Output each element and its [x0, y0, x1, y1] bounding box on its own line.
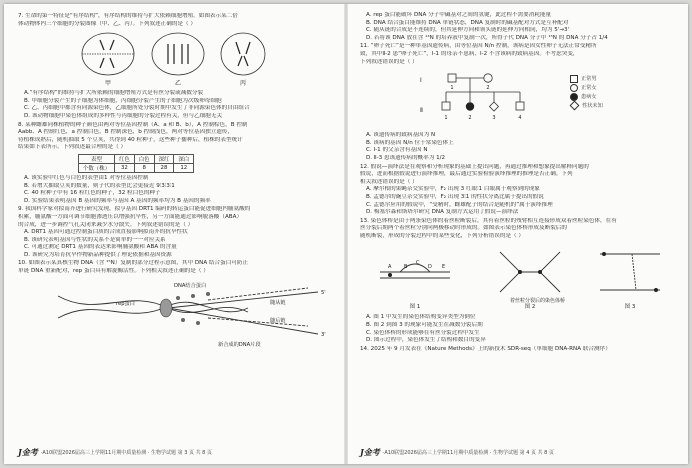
question-stem: 14. 2025 年 9 月发表在《Nature Methods》上的新技术 SDR-seq（单细胞 DNA-RNA 联合测序） — [360, 345, 611, 352]
footer — [360, 447, 678, 458]
pedigree-num-II3: 3 — [492, 115, 496, 122]
table-cell: 32 — [114, 163, 134, 172]
question-stem: 12. 假说—演绎法是在观察和分析现象的基础上提出问题，再通过推理和想象提出解释问题的 — [360, 163, 589, 170]
fig13-letter-a: A — [388, 264, 392, 271]
answer-option: A. 图 1 中发生的染色体结构变异类型为倒位 — [366, 314, 476, 321]
table-cell: 个数（株） — [79, 163, 115, 172]
text-line: 待植株成熟后，随机抽取 5 个豆荚，共得到 40 粒种子，这些种子播种后，植株的表型统计 — [18, 136, 243, 143]
text-line: 相关叙述错误的是（ ） — [360, 178, 418, 185]
pedigree-num-II2: 2 — [468, 115, 472, 122]
fig10-new-label: 新合成的DNA片段 — [218, 341, 261, 348]
answer-option: C. 乙、丙细胞中都含有同源染色体，乙细胞所处分裂时期中发生了非同源染色体的自由组合 — [24, 105, 250, 112]
legend-unknown: 性状未知 — [582, 103, 603, 110]
text-line: 假说，进而根据假说进行演绎推理，最后通过实验检验演绎推理的推理是否正确。下列 — [360, 171, 573, 178]
dna-replication-figure — [18, 278, 336, 358]
legend-affected-female: 患病女 — [581, 94, 597, 101]
footer-text: ·A10联盟2026届高三上学期11月期中质量检测 · 生物学试题 第 4 页 共 8 页 — [382, 450, 554, 456]
unknown-icon — [570, 101, 580, 111]
pedigree-gen-2: Ⅱ — [420, 107, 423, 115]
chromosome-bridge-figure — [360, 242, 678, 312]
normal-female-icon — [570, 84, 578, 92]
question-stem: 7. 生命的第一特征是“有序结构”，有序结构的维持与扩大依赖细胞增殖。如图表示某二倍 — [18, 13, 238, 19]
question-stem: 11. “卵子死亡”是一种单基因遗传病，由等位基因 N/n 控制，该病是因女性卵子无法正常受精所 — [360, 43, 597, 50]
brand-logo: J金考 — [18, 447, 38, 457]
answer-option: B. 甲细胞分裂产生的子细胞为体细胞，丙细胞分裂产生的子细胞为次级卵母细胞 — [24, 97, 222, 104]
answer-option: A. DRT1 基因可通过控制蛋白质的合成直接影响拟南芥的抗旱性状 — [24, 229, 188, 236]
pedigree-num-II1: 1 — [444, 115, 448, 122]
answer-option: B. 图 2 到图 3 的现象可能发生在减数分裂后期 — [366, 322, 483, 329]
answer-option: A. 摩尔根的果蝇杂交实验中，F₂ 出现 3 红眼∶1 白眼属于观察到的现象 — [366, 186, 540, 193]
text-block — [18, 90, 336, 152]
seed-phenotype-table — [78, 154, 194, 173]
answer-option: D. 该研究为培育抗旱作物新品种提供了理论依据和基因资源 — [24, 251, 172, 258]
answer-option: D. Ⅱ-3 患该遗传病的概率为 1/2 — [366, 154, 446, 161]
text-line: 单链 DNA 重新配对，rep 蛋白具有解旋酶活性。下列相关叙述正确的是（ ） — [18, 268, 209, 275]
answer-option: B. 孟德尔的豌豆杂交实验中，F₂ 出现 3∶1 的性状分离比属于提出的假说 — [366, 193, 544, 200]
answer-option: D. 若将该 DNA 放在含 ¹⁴N 的培养液中复制一次，所得子代 DNA 分子中 ¹⁵N 的 DNA 分子占 1/4 — [366, 34, 608, 41]
pedigree-gen-1: Ⅰ — [420, 77, 422, 85]
text-line: Aabb、A 控制红色，a 控制白色，B 控制深色，b 控制浅色，两对等位基因独立遗传， — [18, 129, 234, 136]
table-row — [79, 154, 194, 163]
table-cell: 8 — [134, 163, 154, 172]
answer-option: B. 该研究表明基因与性状的关系不是简单的一一对应关系 — [24, 236, 166, 243]
pedigree-chart — [360, 68, 678, 130]
answer-option: A. rep 蛋白能破坏 DNA 分子中碱基对之间的氢键，此过程不需要消耗能量 — [366, 12, 552, 18]
text-line: 致，其中Ⅱ-2 患“卵子死亡”，Ⅰ-1 的母亲不患病，Ⅰ-2 不含该病的致病基因。不考虑突变， — [360, 50, 579, 57]
figure-q11 — [360, 68, 678, 130]
pedigree-num-II4: 4 — [518, 115, 522, 122]
fig13-letter-b: B — [404, 264, 408, 271]
table-cell: 12 — [174, 163, 194, 172]
fig13-caption-2: 图 2 — [524, 304, 536, 311]
answer-option: C. 可通过测定 DRT1 基因的表达来影响脯氨酸和 ABA 的含量 — [24, 244, 177, 251]
question-stem: 13. 染色体桥是由于两条染色体的着丝粒断裂后，其有着丝粒的残臂相互连接形成双着丝粒染色体，在有 — [360, 217, 617, 224]
answer-option: C. 孟德尔应用的假说中，“受精时，雌雄配子的结合是随机的”属于演绎推理 — [366, 201, 553, 208]
question-stem: 9. 我国科学家对拟南芥进行研究发现，拟亨基因 DRT1 编码的转运蛋白能促进细胞内脯氨酸的 — [18, 206, 251, 213]
question-stem: 10. 如图表示某真核生物 DNA（含 ¹⁵N）复制的部分过程示意图，其中 DNA 结合蛋白可防止 — [18, 260, 249, 267]
legend-normal-female: 正常女 — [581, 85, 597, 92]
pedigree-num-I2: 2 — [486, 85, 490, 92]
answer-option: B. 该病的基因 N/n 位于常染色体上 — [366, 139, 454, 146]
answer-option: D. 该动物细胞中染色体组成的多样性与丙细胞的分裂过程有关，但与乙细胞无关 — [24, 112, 223, 119]
left-column — [18, 12, 336, 360]
answer-option: D. 图示过程中，染色体发生了结构和数目的变异 — [366, 337, 486, 344]
answer-option: C. 40 粒种子中有 16 粒红色的种子，32 粒白色的种子 — [24, 190, 161, 197]
fig10-3p-label: 3' — [321, 331, 326, 338]
table-cell: 白色 — [134, 154, 154, 163]
answer-option: C. 随从链的合成是不连续的，但其延伸方向和领头链的延伸方向相同，均为 5'→3' — [366, 27, 570, 34]
answer-option: D. 实验结果表明基因 B 基因的频率与基因 A 基因的频率均为 B 基因的频率 — [24, 197, 211, 204]
fig13-caption-3: 图 3 — [624, 304, 636, 311]
right-column — [360, 12, 678, 353]
fig7-label-yi: 乙 — [174, 80, 182, 88]
answer-option: C. Ⅰ-1 的父亲含有基因 N — [366, 147, 428, 154]
legend-normal-male: 正常男 — [581, 76, 597, 83]
brand-logo: J金考 — [360, 447, 380, 457]
figure-q10 — [18, 278, 336, 358]
fig13-letter-c: C — [416, 260, 420, 267]
text-block — [360, 314, 678, 353]
text-block — [18, 175, 336, 276]
fig10-5p-label: 5' — [321, 289, 326, 296]
fig10-lead-label: 随从链 — [270, 299, 286, 306]
footer-text: ·A10联盟2026届高三上学期11月期中质量检测 · 生物学试题 第 3 页 共 8 页 — [40, 450, 212, 456]
fig10-dbp-label: DNA结合蛋白 — [174, 282, 207, 289]
text-line: 的合成，进一步调控气孔关闭来减少水分散失。下列叙述错误的是（ ） — [18, 221, 194, 228]
text-line: 结果如下表所示。下列叙述最合理的是（ ） — [18, 144, 127, 151]
text-block — [360, 12, 678, 66]
cell-division-figure — [18, 30, 336, 88]
text-block — [360, 132, 678, 240]
table-cell: 红色 — [114, 154, 134, 163]
table-row — [79, 163, 194, 172]
table-cell: 28 — [154, 163, 174, 172]
fig13-caption-1: 图 1 — [409, 304, 421, 311]
fig10-lag-label: 随后链 — [270, 317, 286, 324]
fig10-rep-label: rep蛋白 — [116, 300, 135, 307]
text-block — [18, 13, 336, 28]
text-line: 积累，脯氨酸一方面可调节细胞渗透压以增强抗旱性，另一方面能通过影响脱落酸（ABA） — [18, 213, 243, 220]
fig13-mid-label: 着丝粒分裂后的染色体桥 — [510, 298, 566, 305]
answer-option: B. DNA 结合蛋白能维持 DNA 单链状态，DNA 复制时的碱基配对方式是互补配对 — [366, 19, 569, 26]
page-3 — [4, 4, 346, 464]
fig13-letter-e: E — [442, 264, 446, 271]
table-cell: 深红 — [154, 154, 174, 163]
text-line: 体动物体内三个细胞的分裂图像（甲、乙、丙）。下列叙述正确的是（ ） — [18, 20, 196, 27]
normal-male-icon — [570, 75, 578, 83]
fig7-label-jia: 甲 — [104, 80, 112, 88]
answer-option: B. 若增大抽取豆荚的数量，则子代的表型比会更接近 9∶3∶3∶1 — [24, 182, 175, 189]
fig13-letter-d: D — [428, 264, 432, 271]
text-line: 下列叙述错误的是（ ） — [360, 58, 418, 65]
pedigree-num-I1: 1 — [450, 85, 454, 92]
pedigree-legend — [570, 74, 603, 110]
table-cell: 表型 — [79, 154, 115, 163]
table-cell: 深白 — [174, 154, 194, 163]
answer-option: A.“有序结构”的维持与扩大所依赖的细胞增殖方式是有丝分裂或减数分裂 — [24, 90, 204, 97]
answer-option: D. 梅塞尔森和斯塔尔研究 DNA 复制方式运用了假说—演绎法 — [366, 209, 519, 216]
answer-option: C. 染色体桥的形成能够在有丝分裂过程中发生 — [366, 329, 480, 336]
text-line: 随机断裂，形成的分裂过程中的某些变化，下列分析错误的是（ ） — [360, 232, 524, 239]
text-line: 丝分裂后期两个着丝粒分别向两极移动时形成的。如图表示染色体桥形成及断裂后的 — [360, 225, 567, 232]
fig7-label-bing: 丙 — [239, 80, 247, 88]
footer — [18, 447, 336, 458]
question-stem: 8. 某种雌雄同株植物的种子颜色由两对等位基因控制（A、a 和 B、b），A 控制棕色，B 控制 — [18, 121, 248, 128]
page-4 — [346, 4, 688, 464]
answer-option: A. 该遗传病的致病基因为 N — [366, 132, 436, 139]
exam-spread — [4, 4, 688, 464]
figure-q7 — [18, 30, 336, 88]
figure-q13 — [360, 242, 678, 312]
answer-option: A. 该实验中红色与白色的表型由1 对等位基因控制 — [24, 174, 149, 181]
